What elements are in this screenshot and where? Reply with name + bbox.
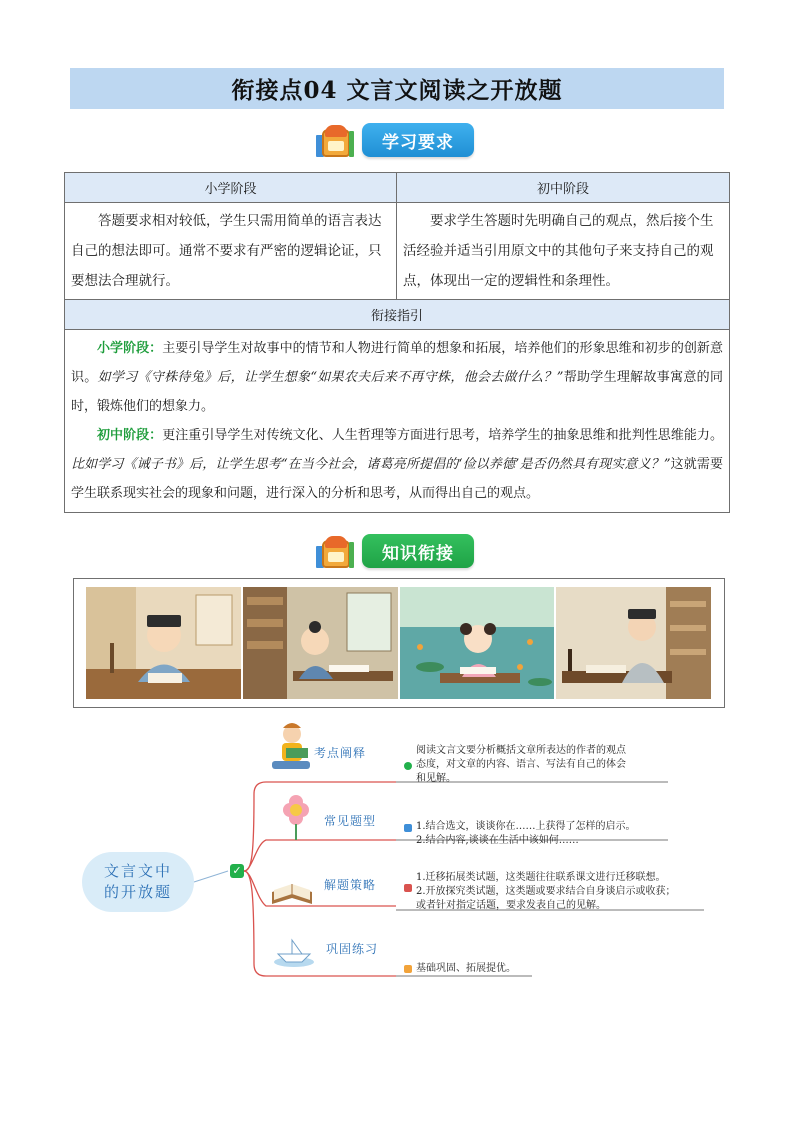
primary-guide-text: 主要引导学生对故事中的情节和人物进行简单的想象和拓展，培养他们的形象思维和初步的创新意识。	[71, 341, 723, 385]
middle-guide-text: 更注重引导学生对传统文化、人生哲理等方面进行思考，培养学生的抽象思维和批判性思维能力。	[162, 428, 723, 443]
section-title-knowledge: 知识衔接	[362, 534, 474, 568]
middle-guide-conclusion: 这就需要学生联系现实社会的现象和问题，进行深入的分析和思考，从而得出自己的观点。	[71, 457, 723, 501]
branch-label-3: 解题策略	[324, 878, 377, 892]
mind-map-connectors	[76, 714, 736, 986]
bullet-icon	[404, 762, 412, 770]
branch-1-line-1: 阅读文言文要分析概括文章所表达的作者的观点	[416, 745, 626, 756]
bullet-icon	[404, 965, 412, 973]
illustration-strip	[73, 578, 725, 708]
middle-stage-label: 初中阶段：	[97, 428, 163, 443]
branch-1-line-2: 态度，对文章的内容、语言、写法有自己的体会	[416, 759, 626, 770]
center-line-2: 的开放题	[103, 883, 172, 901]
branch-3-line-3: 或者针对指定话题，要求发表自己的见解。	[416, 900, 606, 911]
col-header-middle: 初中阶段	[397, 173, 730, 203]
illustration-child-studying	[243, 587, 398, 699]
branch-label-2: 常见题型	[324, 814, 377, 828]
branch-text-2	[416, 820, 636, 848]
bullet-icon	[404, 824, 412, 832]
check-icon: ✓	[230, 864, 244, 878]
branch-3-line-2: 2.开放探究类试题，这类题或要求结合自身谈启示或收获；	[416, 886, 676, 897]
branch-label-1: 考点阐释	[314, 746, 367, 760]
primary-requirement-cell: 答题要求相对较低，学生只需用简单的语言表达自己的想法即可。通常不要求有严密的逻辑论证，只要想法合理就行。	[65, 203, 397, 300]
guide-cell	[65, 330, 730, 513]
middle-guide-example: 比如学习《诫子书》后，让学生思考“在当今社会，诸葛亮所提倡的‘俭以养德’是否仍然具有现实意义？”	[71, 457, 671, 472]
illustration-girl-by-pond	[400, 587, 554, 699]
section-badge-knowledge	[316, 532, 474, 570]
mind-map	[76, 714, 736, 986]
paper-boat-icon	[274, 940, 314, 967]
section-badge-requirements	[316, 121, 474, 159]
center-line-1: 文言文中	[103, 862, 172, 880]
primary-guide-conclusion: 帮助学生理解故事寓意的同时，锻炼他们的想象力。	[71, 370, 723, 414]
guide-primary-paragraph	[71, 334, 723, 421]
open-book-icon	[272, 884, 312, 904]
guide-header: 衔接指引	[65, 300, 730, 330]
branch-text-4	[416, 962, 516, 976]
branch-text-3	[416, 871, 676, 913]
guide-middle-paragraph	[71, 421, 723, 508]
branch-2-line-1: 1.结合选文，谈谈你在……上获得了怎样的启示。	[416, 821, 636, 832]
branch-2-line-2: 2.结合内容,谈谈在生活中该如何……	[416, 835, 579, 846]
page-title-bar	[70, 68, 724, 109]
col-header-primary: 小学阶段	[65, 173, 397, 203]
bullet-icon	[404, 884, 412, 892]
page-title: 衔接点04 文言文阅读之开放题	[231, 77, 563, 104]
reading-child-icon	[272, 723, 310, 769]
branch-text-1	[416, 744, 626, 786]
illustration-scholar-writing	[86, 587, 241, 699]
school-bag-icon	[316, 121, 356, 159]
requirements-table	[64, 172, 730, 513]
branch-4-line-1: 基础巩固、拓展提优。	[416, 963, 516, 974]
illustration-elder-reading	[556, 587, 711, 699]
branch-3-line-1: 1.迁移拓展类试题，这类题往往联系课文进行迁移联想。	[416, 872, 666, 883]
school-bag-icon	[316, 532, 356, 570]
branch-1-line-3: 和见解。	[416, 773, 456, 784]
primary-stage-label: 小学阶段：	[97, 341, 163, 356]
primary-guide-example: 如学习《守株待兔》后，让学生想象“如果农夫后来不再守株，他会去做什么？”	[97, 370, 564, 385]
mind-map-center	[82, 852, 194, 912]
flower-icon	[283, 795, 309, 840]
middle-requirement-cell: 要求学生答题时先明确自己的观点，然后接个生活经验并适当引用原文中的其他句子来支持自己的观点，体现出一定的逻辑性和条理性。	[397, 203, 730, 300]
branch-label-4: 巩固练习	[326, 942, 379, 956]
section-title-requirements: 学习要求	[362, 123, 474, 157]
